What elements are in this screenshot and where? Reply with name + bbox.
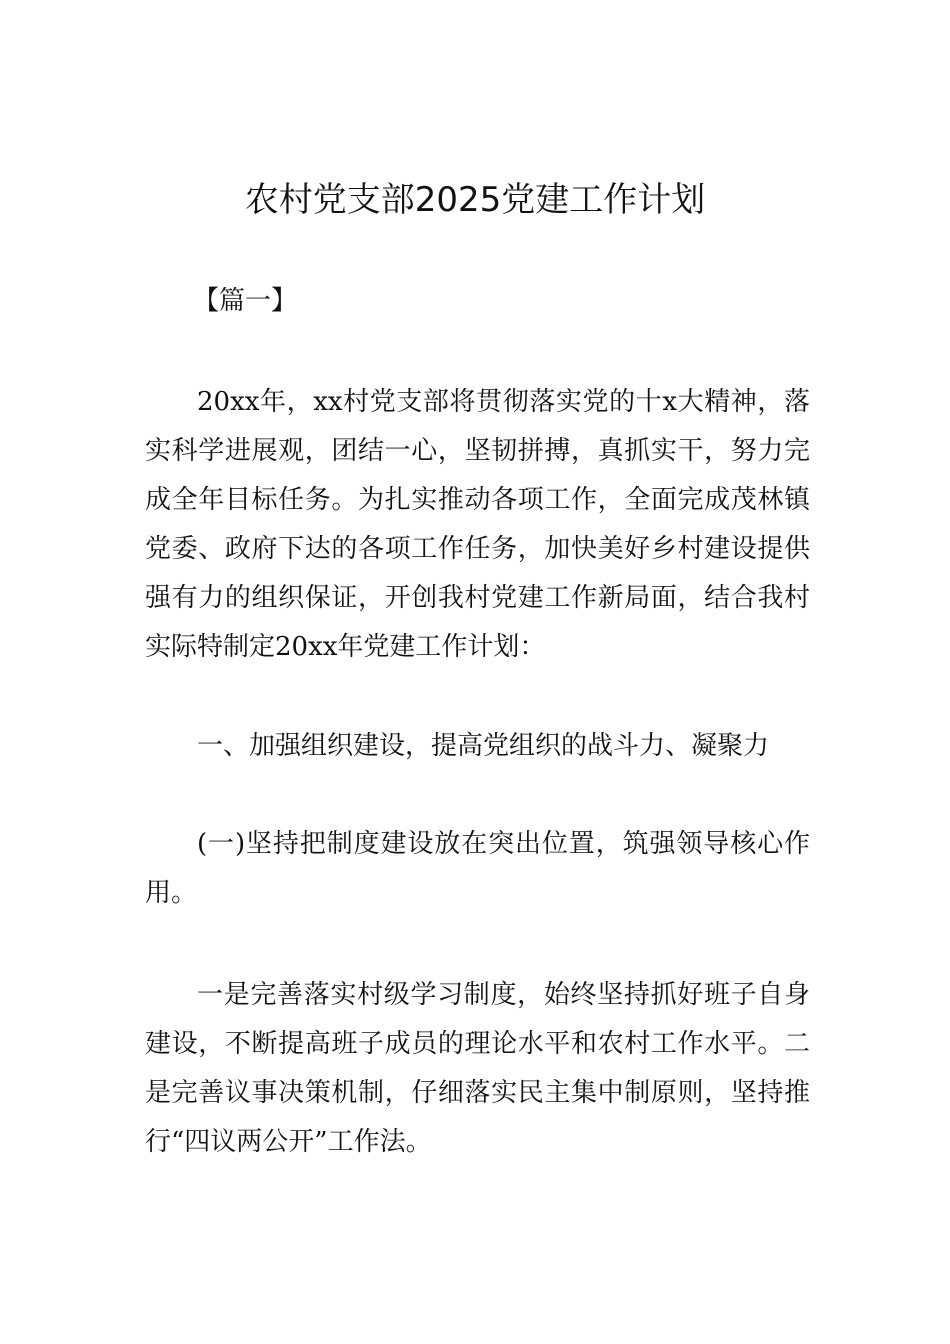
paragraph-body-1: 一是完善落实村级学习制度，始终坚持抓好班子自身建设，不断提高班子成员的理论水平和农村工作水平。二是完善议事决策机制，仔细落实民主集中制原则，坚持推行“四议两公开”工作法。 [145, 980, 810, 1157]
document-title: 农村党支部2025党建工作计划 [244, 180, 706, 220]
section-tag: 【篇一】 [193, 286, 298, 316]
paragraph-heading-1: 一、加强组织建设，提高党组织的战斗力、凝聚力 [197, 731, 770, 761]
paragraph-intro: 20xx年，xx村党支部将贯彻落实党的十x大精神，落实科学进展观，团结一心，坚韧拼搏，真抓实干，努力完成全年目标任务。为扎实推动各项工作，全面完成茂林镇党委、政府下达的各项工作任务，加快美好乡村建设提供强有力的组织保证，开创我村党建工作新局面，结合我村实际特制定20xx年党建工作计划： [145, 387, 810, 662]
paragraph-subheading-1: (一)坚持把制度建设放在突出位置，筑强领导核心作用。 [145, 829, 810, 908]
